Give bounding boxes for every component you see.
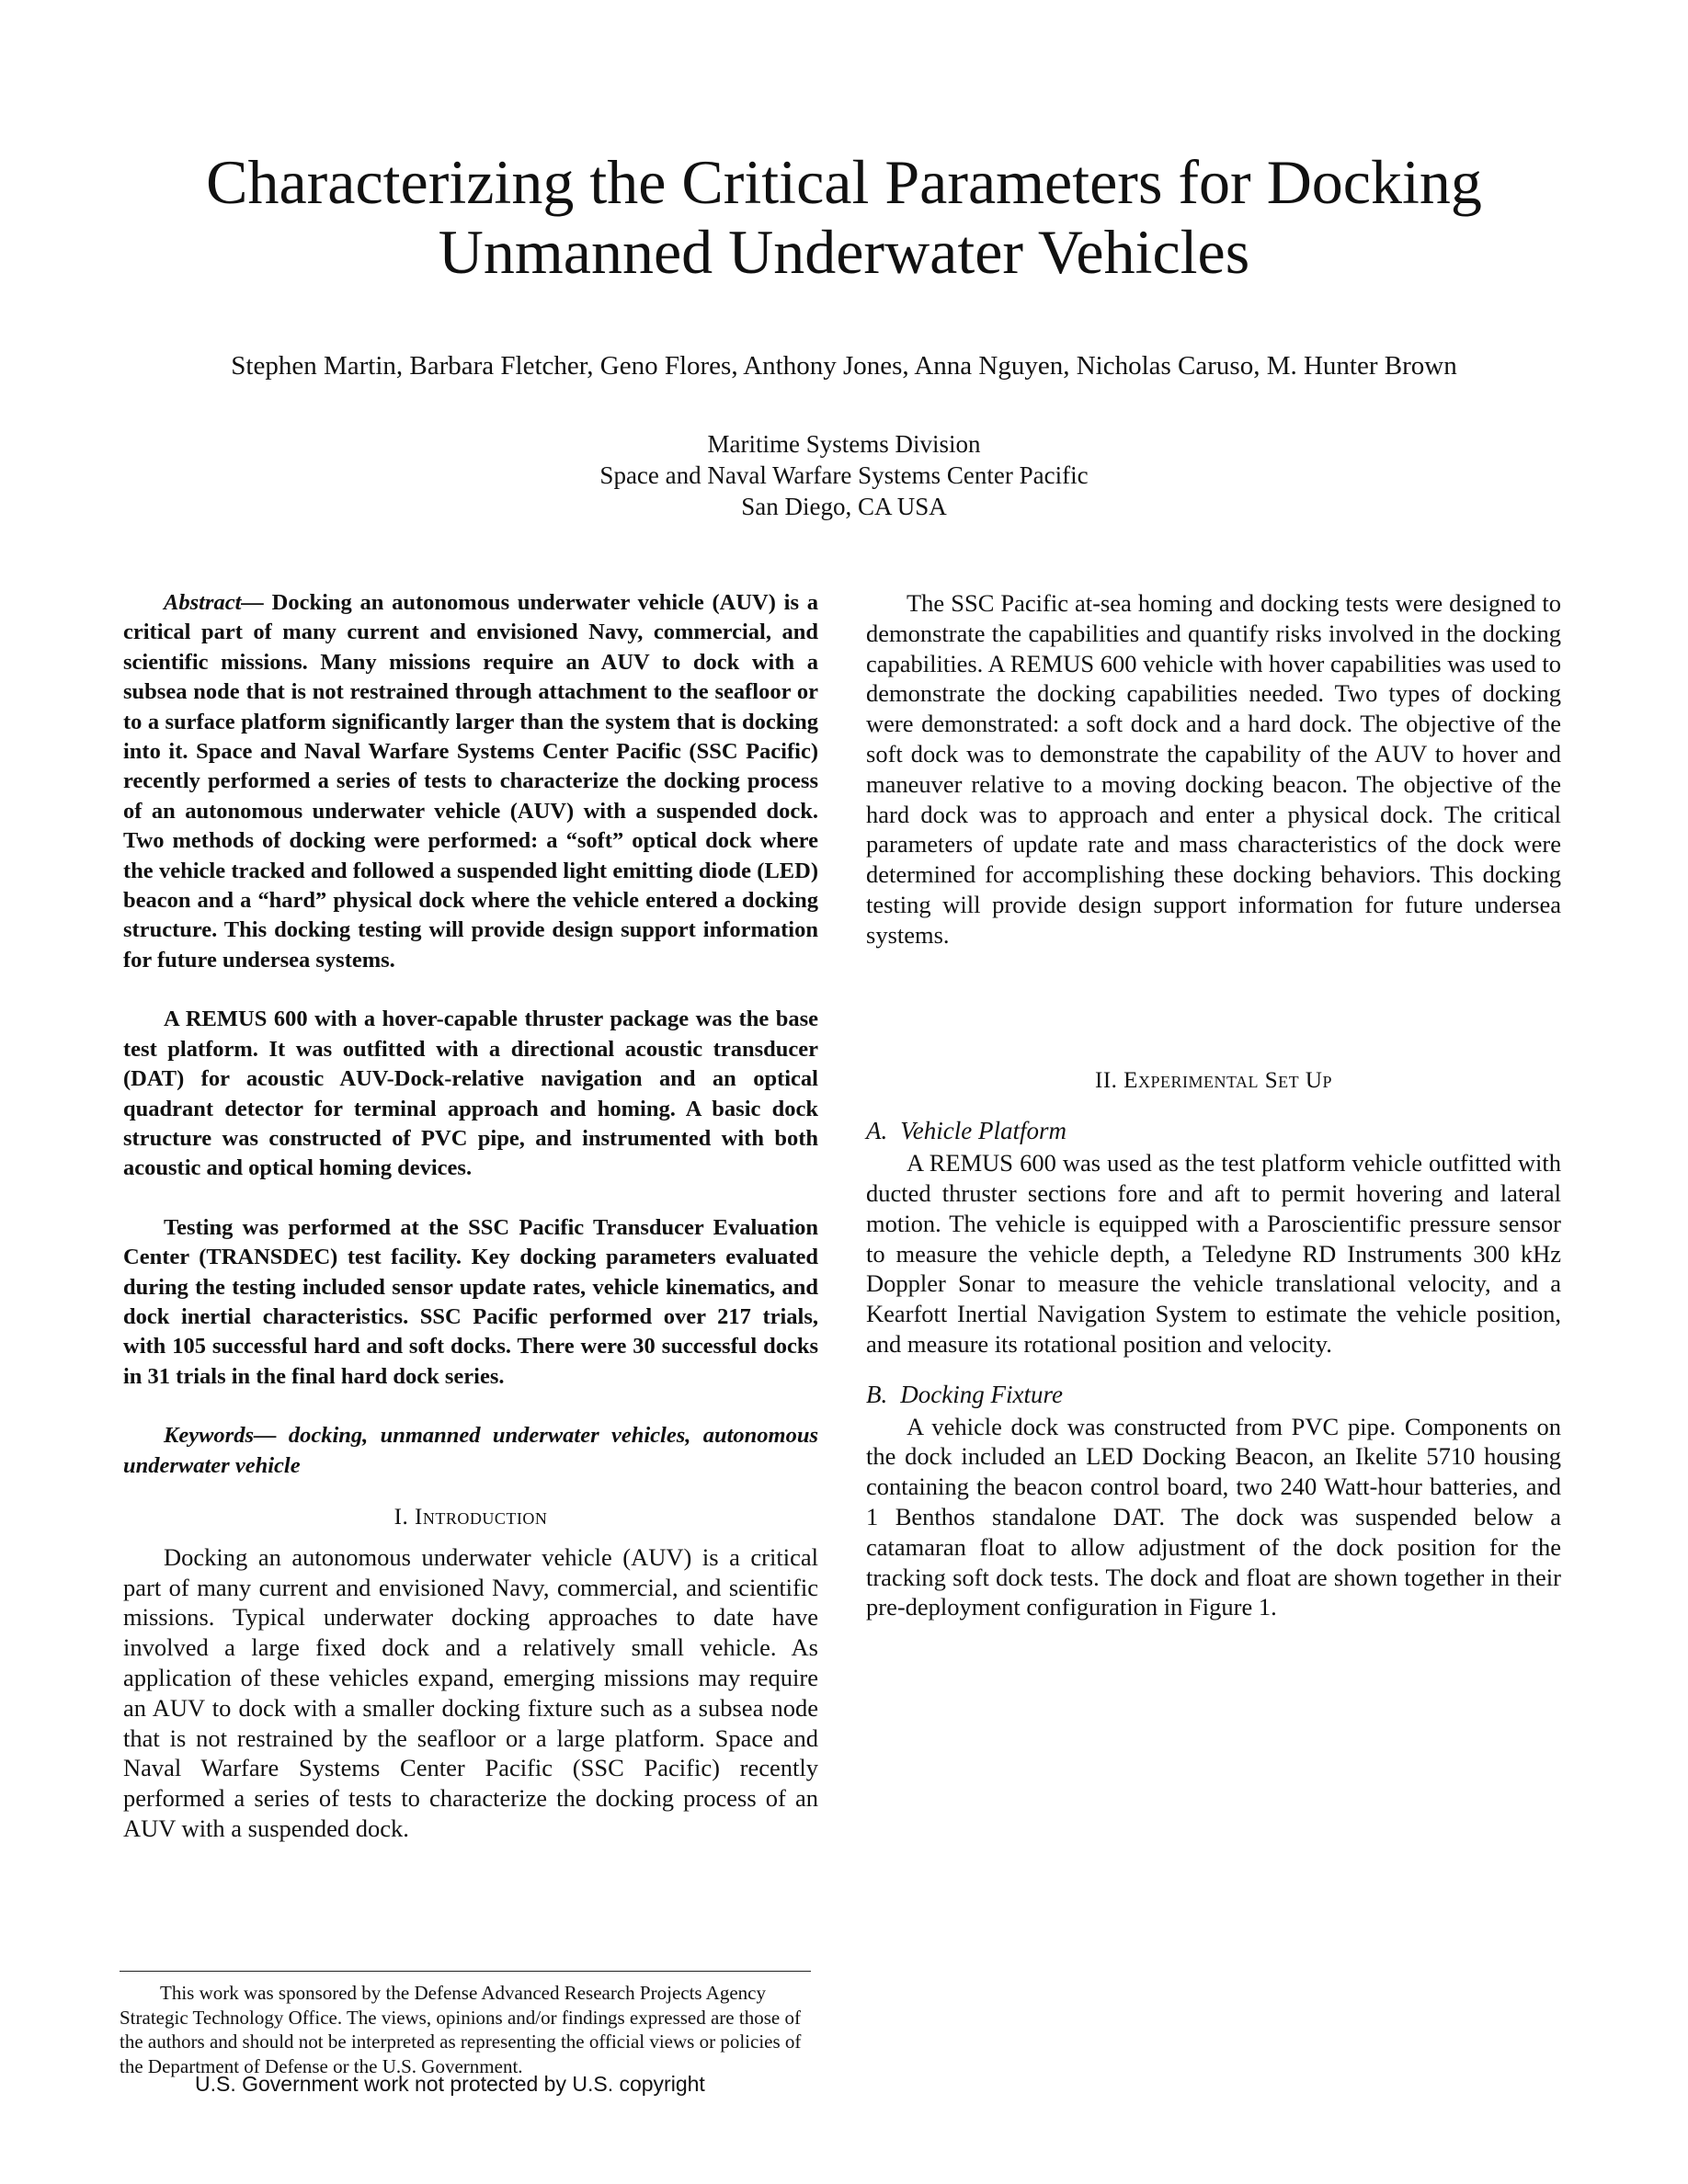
affiliation-division: Maritime Systems Division [707, 430, 981, 458]
author-list: Stephen Martin, Barbara Fletcher, Geno Flores, Anthony Jones, Anna Nguyen, Nicholas Caruso, M. Hunter Brown [231, 351, 1457, 381]
paper-title: Characterizing the Critical Parameters for Docking Unmanned Underwater Vehicles [206, 147, 1482, 288]
sponsorship-footnote [120, 1971, 811, 2078]
section-heading-experimental-setup: II. Experimental Set Up [1095, 1067, 1332, 1093]
subsection-title: Vehicle Platform [900, 1117, 1066, 1145]
abstract-text-1: Docking an autonomous underwater vehicle (AUV) is a critical part of many current and envisioned Navy, commercial, and scientific missions. Many missions require an AUV to dock with a subsea node that is not restrained through attachment to the seafloor or to a surface platform significantly larger than the system that is docking into it. Space and Naval Warfare Systems Center Pacific (SSC Pacific) recently performed a series of tests to characterize the docking process of an autonomous underwater vehicle (AUV) with a suspended dock. Two methods of docking were performed: a “soft” optical dock where the vehicle tracked and followed a suspended light emitting diode (LED) beacon and a “hard” physical dock where the vehicle entered a docking structure. This docking testing will provide design support information for future undersea systems. [123, 590, 818, 973]
abstract-paragraph-1 [123, 588, 818, 975]
subsection-number: A. [866, 1117, 888, 1145]
docking-fixture-paragraph: A vehicle dock was constructed from PVC pipe. Components on the dock included an LED Docking Beacon, an Ikelite 5710 housing containing the beacon control board, two 240 Watt-hour batteries, and 1 Benthos standalone DAT. The dock was suspended below a catamaran float to allow adjustment of the dock position for the tracking soft dock tests. The dock and float are shown together in their pre-deployment configuration in Figure 1. [866, 1412, 1561, 1621]
subsection-number: B. [866, 1380, 888, 1408]
affiliation [276, 428, 1412, 522]
abstract [123, 588, 818, 1392]
abstract-paragraph-3: Testing was performed at the SSC Pacific Transducer Evaluation Center (TRANSDEC) test facility. Key docking parameters evaluated during the testing included sensor update rates, vehicle kinematics, and dock inertial characteristics. SSC Pacific performed over 217 trials, with 105 successful hard and soft docks. There were 30 successful docks in 31 trials in the final hard dock series. [123, 1214, 818, 1389]
footnote-text: This work was sponsored by the Defense Advanced Research Projects Agency Strategic Technology Office. The views, opinions and/or findings expressed are those of the authors and should not be interpreted as representing the official views or policies of the Department of Defense or the U.S. Government. [120, 1982, 802, 2077]
affiliation-center: Space and Naval Warfare Systems Center Pacific [599, 461, 1089, 489]
overview-paragraph: The SSC Pacific at-sea homing and docking tests were designed to demonstrate the capabilities and quantify risks involved in the docking capabilities. A REMUS 600 vehicle with hover capabilities was used to demonstrate the docking capabilities needed. Two types of docking were demonstrated: a soft dock and a hard dock. The objective of the soft dock was to demonstrate the capability of the AUV to hover and maneuver relative to a moving docking beacon. The objective of the hard dock was to approach and enter a physical dock. The critical parameters of update rate and mass characteristics of the dock were determined for accomplishing these docking behaviors. This docking testing will provide design support information for future undersea systems. [866, 589, 1561, 949]
abstract-label: Abstract— [164, 590, 264, 615]
affiliation-location: San Diego, CA USA [741, 493, 947, 520]
vehicle-platform-paragraph: A REMUS 600 was used as the test platform vehicle outfitted with ducted thruster sections fore and aft to permit hovering and lateral motion. The vehicle is equipped with a Paroscientific pressure sensor to measure the vehicle depth, a Teledyne RD Instruments 300 kHz Doppler Sonar to measure the vehicle translational velocity, and a Kearfott Inertial Navigation System to estimate the vehicle position, and measure its rotational position and velocity. [866, 1149, 1561, 1358]
keywords-text: docking, unmanned underwater vehicles, autonomous underwater vehicle [123, 1423, 818, 1478]
subsection-heading-vehicle-platform [866, 1116, 1561, 1146]
section-heading-introduction: I. Introduction [393, 1504, 548, 1530]
abstract-paragraph-2: A REMUS 600 with a hover-capable thruster package was the base test platform. It was outfitted with a directional acoustic transducer (DAT) for acoustic AUV-Dock-relative navigation and an optical quadrant detector for terminal approach and homing. A basic dock structure was constructed of PVC pipe, and instrumented with both acoustic and optical homing devices. [123, 1007, 818, 1181]
introduction-paragraph: Docking an autonomous underwater vehicle (AUV) is a critical part of many current and envisioned Navy, commercial, and scientific missions. Typical underwater docking approaches to date have involved a large fixed dock and a relatively small vehicle. As application of these vehicles expand, emerging missions may require an AUV to dock with a smaller docking fixture such as a subsea node that is not restrained by the seafloor or a large platform. Space and Naval Warfare Systems Center Pacific (SSC Pacific) recently performed a series of tests to characterize the docking process of an AUV with a suspended dock. [123, 1542, 818, 1842]
subsection-title: Docking Fixture [900, 1380, 1063, 1408]
copyright-notice: U.S. Government work not protected by U.S. copyright [195, 2072, 705, 2096]
subsection-heading-docking-fixture [866, 1380, 1561, 1410]
keywords-label: Keywords— [164, 1423, 277, 1449]
right-column [866, 588, 1561, 1622]
keywords [123, 1421, 818, 1481]
left-column [123, 588, 818, 1844]
